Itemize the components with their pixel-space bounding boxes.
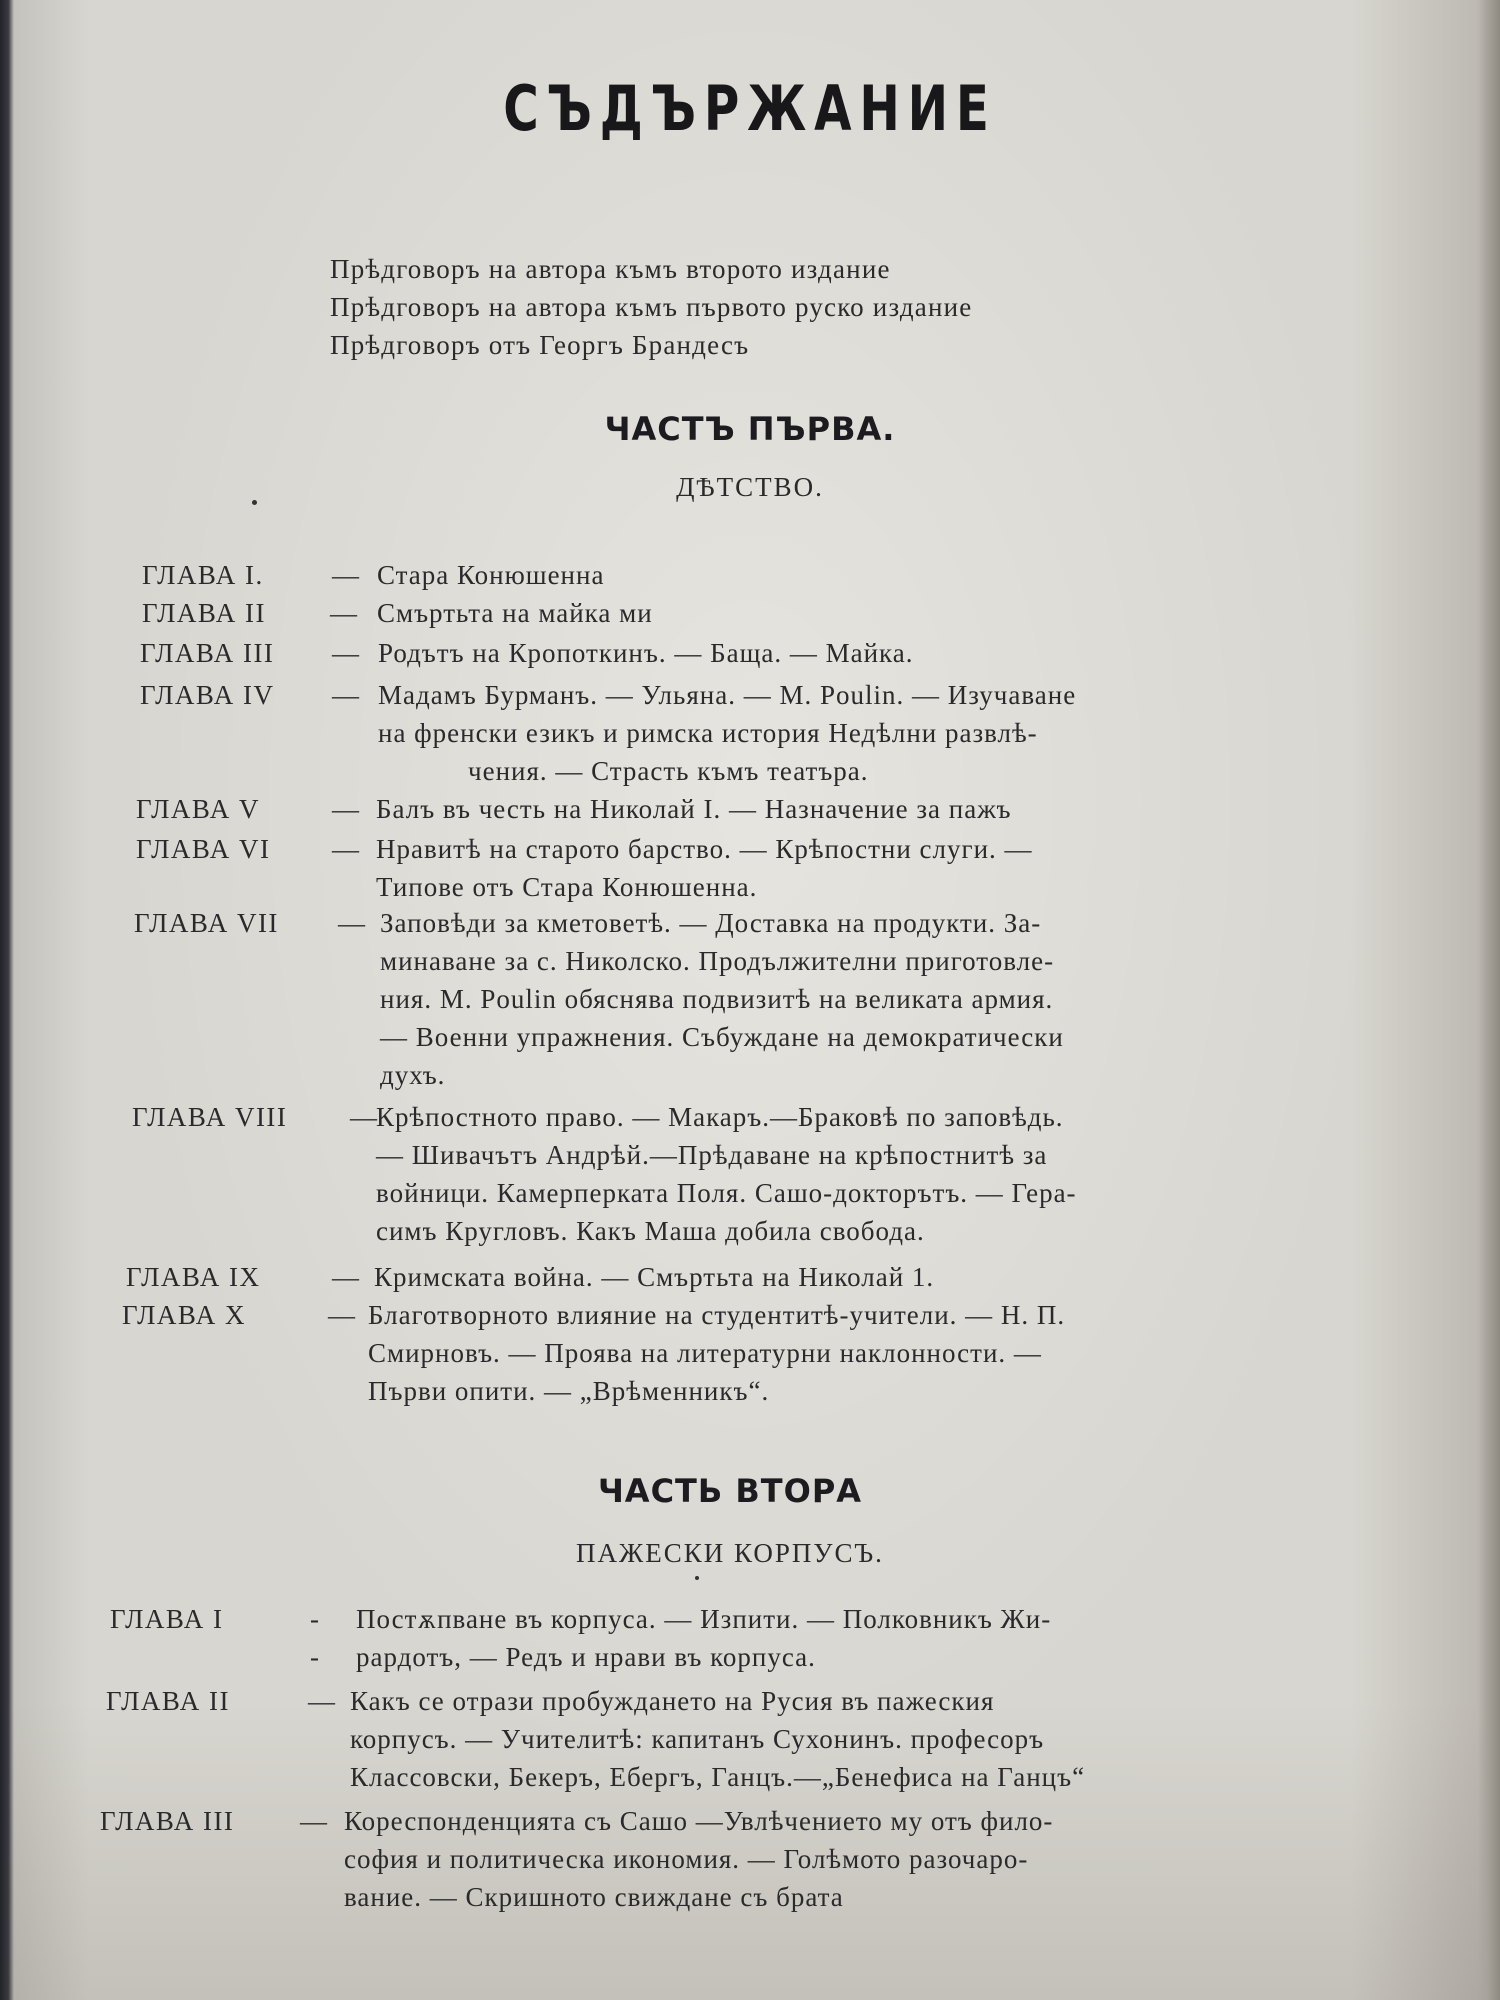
chapter-description	[377, 556, 604, 594]
chapter-line: Благотворното влияние на студентитѣ-учители. — Н. П.	[368, 1300, 1066, 1330]
chapter-dash: —	[332, 834, 360, 864]
chapter-line: чения. — Страсть къмъ театъра.	[468, 756, 869, 786]
chapter-dash: —	[350, 1102, 378, 1132]
chapter-line: Смъртьта на майка ми	[377, 598, 653, 628]
chapter-dash: —	[308, 1686, 336, 1716]
chapter-label: ГЛАВА II	[142, 598, 266, 628]
chapter-label: ГЛАВА IX	[126, 1262, 261, 1292]
chapter-line: Заповѣди за кметоветѣ. — Доставка на продукти. За-	[380, 908, 1042, 938]
chapter-line: Кримската война. — Смъртьта на Николай 1.	[374, 1262, 935, 1292]
chapter-line: Типове отъ Стара Конюшенна.	[376, 872, 758, 902]
chapter-description	[378, 676, 1076, 790]
chapter-line: на френски езикъ и римска история Недѣлни развлѣ-	[378, 718, 1038, 748]
chapter-line: — Шивачътъ Андрѣй.—Прѣдаване на крѣпостнитѣ за	[376, 1140, 1048, 1170]
chapter-dash: —	[330, 598, 358, 628]
chapter-line: Кореспонденцията съ Сашо —Увлѣчението му отъ фило-	[344, 1806, 1054, 1836]
chapter-line: Мадамъ Бурманъ. — Ульяна. — M. Poulin. — Изучаване	[378, 680, 1077, 710]
chapter-line: корпусъ. — Учителитѣ: капитанъ Сухонинъ. професоръ	[350, 1724, 1045, 1754]
chapter-line: войници. Камерперката Поля. Сашо-докторътъ. — Гера-	[376, 1178, 1077, 1208]
chapter-label: ГЛАВА V	[136, 794, 260, 824]
book-spine	[0, 0, 14, 2000]
chapter-description	[368, 1296, 1065, 1410]
chapter-line: Постѫпване въ корпуса. — Изпити. — Полковникъ Жи-	[356, 1604, 1052, 1634]
chapter-description	[350, 1682, 1085, 1796]
chapter-label: ГЛАВА X	[122, 1300, 246, 1330]
chapter-description	[356, 1600, 1051, 1676]
chapter-line: Какъ се отрази пробуждането на Русия въ пажеския	[350, 1686, 995, 1716]
chapter-line: Крѣпостното право. — Макаръ.—Браковѣ по заповѣдь.	[376, 1102, 1064, 1132]
part2-subtitle: ПАЖЕСКИ КОРПУСЪ.	[576, 1538, 884, 1568]
chapter-description	[377, 594, 653, 632]
chapter-dash: —	[332, 680, 360, 710]
chapter-dash: —	[338, 908, 366, 938]
chapter-description	[380, 904, 1064, 1094]
chapter-line: Смирновъ. — Проява на литературни наклонности. —	[368, 1338, 1042, 1368]
chapter-line: Родътъ на Кропоткинъ. — Баща. — Майка.	[378, 638, 914, 668]
chapter-dash: —	[332, 638, 360, 668]
chapter-line: Балъ въ честь на Николай I. — Назначение за пажъ	[376, 794, 1012, 824]
chapter-line: — Военни упражнения. Събуждане на демократически	[380, 1022, 1064, 1052]
chapter-description	[378, 634, 913, 672]
chapter-dash: —	[328, 1300, 356, 1330]
chapter-description	[344, 1802, 1053, 1916]
chapter-description	[376, 830, 1033, 906]
prefaces-list	[330, 250, 972, 364]
chapter-line: духъ.	[380, 1060, 446, 1090]
page-title: СЪДЪРЖАНИЕ	[503, 72, 997, 145]
preface-item: Прѣдговоръ отъ Георгъ Брандесъ	[330, 330, 750, 360]
ink-speck	[252, 500, 257, 505]
chapter-line: ния. M. Poulin обяснява подвизитѣ на великата армия.	[380, 984, 1054, 1014]
chapter-dash: —	[300, 1806, 328, 1836]
chapter-line: софия и политическа икономия. — Голѣмото разочаро-	[344, 1844, 1029, 1874]
chapter-label: ГЛАВА VII	[134, 908, 279, 938]
part1-subtitle: ДѢТСТВО.	[676, 472, 824, 502]
chapter-line: вание. — Скришното свиждане съ брата	[344, 1882, 844, 1912]
chapter-label: ГЛАВА IV	[140, 680, 275, 710]
chapter-description	[376, 1098, 1077, 1250]
chapter-dash: —	[332, 1262, 360, 1292]
part2-title: ЧАСТЬ ВТОРА	[597, 1472, 863, 1510]
chapter-label: ГЛАВА I.	[142, 560, 264, 590]
page-edge	[1478, 0, 1500, 2000]
chapter-dash: —	[332, 560, 360, 590]
chapter-label: ГЛАВА VI	[136, 834, 271, 864]
chapter-description	[374, 1258, 934, 1296]
chapter-label: ГЛАВА I	[110, 1604, 224, 1634]
chapter-line: рардотъ, — Редъ и нрави въ корпуса.	[356, 1642, 816, 1672]
chapter-label: ГЛАВА III	[140, 638, 275, 668]
chapter-line: Стара Конюшенна	[377, 560, 605, 590]
chapter-dash: --	[310, 1604, 320, 1672]
chapter-line: симъ Кругловъ. Какъ Маша добила свобода.	[376, 1216, 925, 1246]
chapter-label: ГЛАВА VIII	[132, 1102, 288, 1132]
preface-item: Прѣдговоръ на автора къмъ първото руско издание	[330, 292, 973, 322]
chapter-label: ГЛАВА II	[106, 1686, 230, 1716]
chapter-line: Нравитѣ на старото барство. — Крѣпостни слуги. —	[376, 834, 1033, 864]
ink-speck	[695, 1576, 699, 1580]
chapter-line: минаване за с. Николско. Продължителни приготовле-	[380, 946, 1055, 976]
chapter-dash: —	[332, 794, 360, 824]
chapter-line: Първи опити. — „Врѣменникъ“.	[368, 1376, 770, 1406]
chapter-description	[376, 790, 1012, 828]
preface-item: Прѣдговоръ на автора къмъ второто издание	[330, 254, 891, 284]
part1-title: ЧАСТЪ ПЪРВА.	[604, 410, 896, 448]
chapter-line: Классовски, Бекеръ, Ебергъ, Ганцъ.—„Бенефиса на Ганцъ“	[350, 1762, 1086, 1792]
chapter-label: ГЛАВА III	[100, 1806, 235, 1836]
